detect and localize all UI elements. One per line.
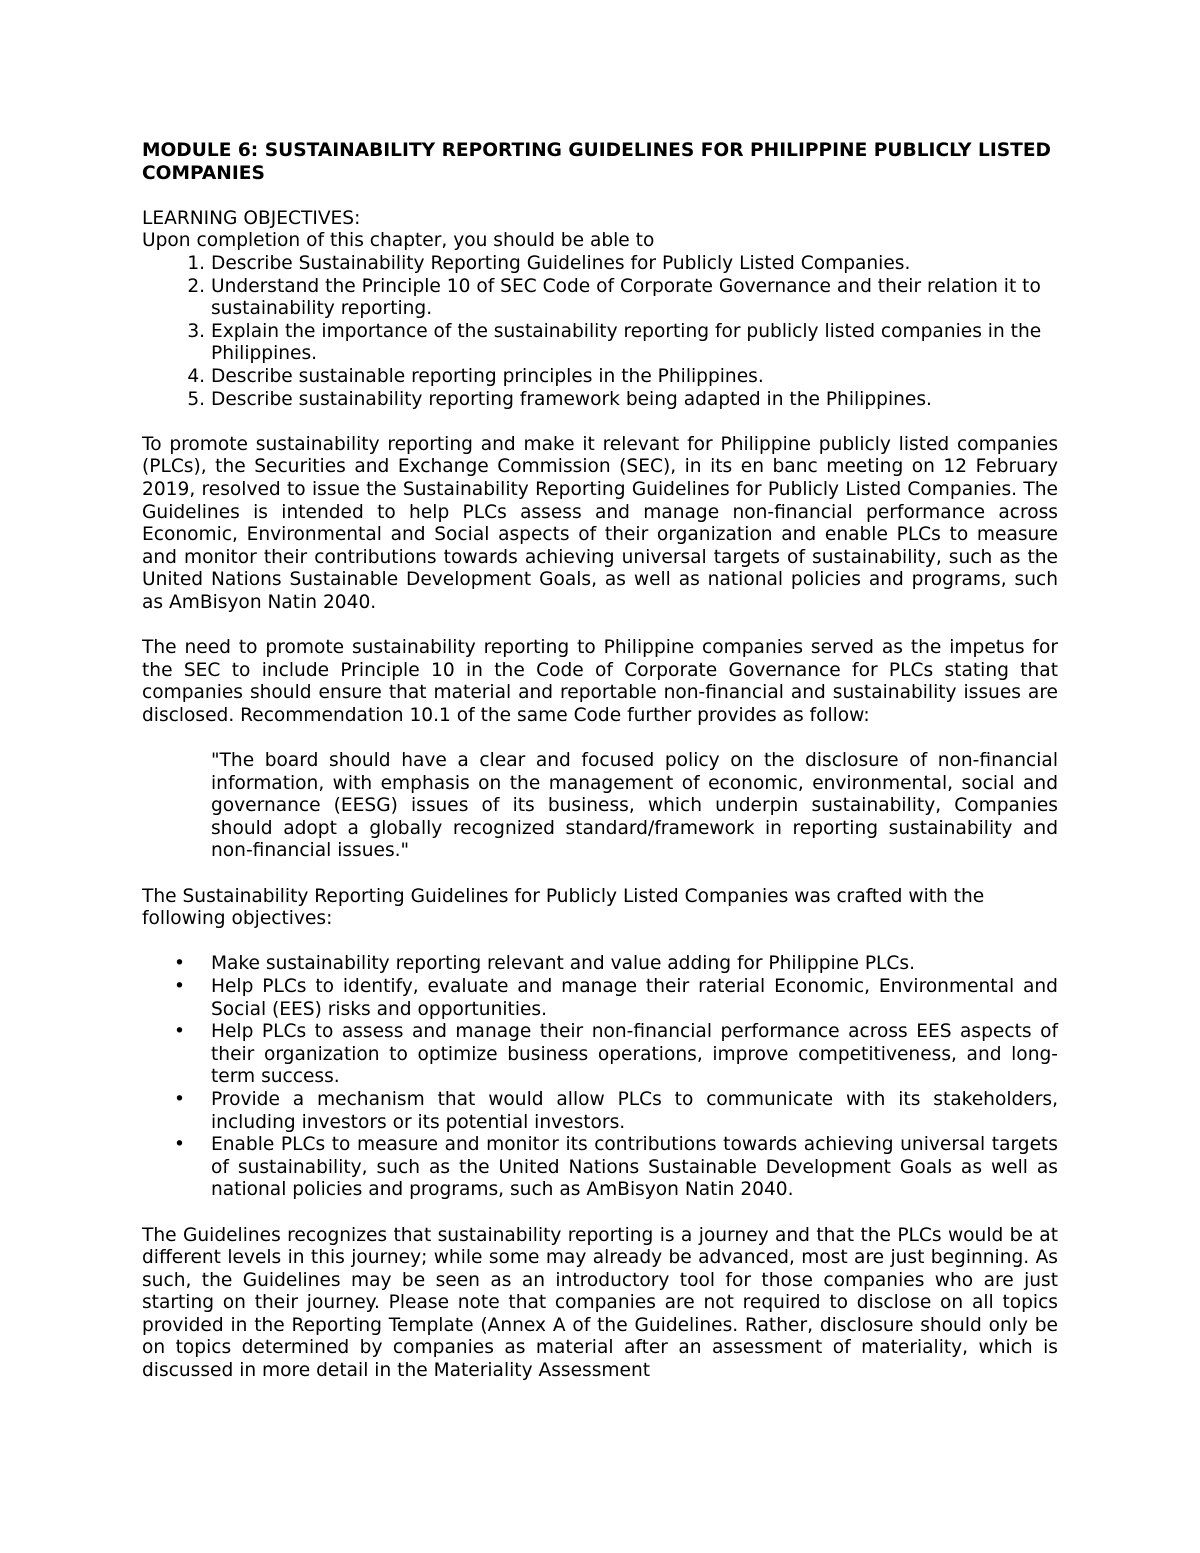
bullet-icon: • [174, 953, 185, 975]
bullet-item [174, 975, 1058, 1021]
paragraph-journey: The Guidelines recognizes that sustainability reporting is a journey and that the PLCs would be at different levels in this journey; while some may already be advanced, most are just beginning. As such, the Guidelines may be seen as an introductory tool for those companies who are just starting on their journey. Please note that companies are not required to disclose on all topics provided in the Reporting Template (Annex A of the Guidelines. Rather, disclosure should only be on topics determined by companies as material after an assessment of materiality, which is discussed in more detail in the Materiality Assessment [142, 1224, 1058, 1382]
bullet-item [174, 1021, 1058, 1089]
bullet-icon: • [174, 1088, 185, 1110]
objectives-intro: Upon completion of this chapter, you should be able to [142, 230, 655, 252]
paragraph-objectives-intro: The Sustainability Reporting Guidelines for Publicly Listed Companies was crafted with the following objectives: [142, 885, 985, 930]
bullet-text: Provide a mechanism that would allow PLCs to communicate with its stakeholders, including investors or its potential investors. [211, 1088, 1058, 1133]
document-page [142, 140, 1058, 1405]
bullet-item [174, 1088, 1058, 1134]
bullet-text: Make sustainability reporting relevant and value adding for Philippine PLCs. [211, 953, 915, 975]
objective-item: 2. Understand the Principle 10 of SEC Code of Corporate Governance and their relation it to sustainability reporting. [211, 276, 1058, 321]
paragraph-principle-10: The need to promote sustainability reporting to Philippine companies served as the impetus for the SEC to include Principle 10 in the Code of Corporate Governance for PLCs stating that companies should ensure that material and reportable non-financial and sustainability issues are disclosed. Recommendation 10.1 of the same Code further provides as follow: [142, 637, 1058, 726]
bullet-icon: • [174, 1021, 185, 1043]
bullet-icon: • [174, 1134, 185, 1156]
paragraph-intro-guidelines: To promote sustainability reporting and make it relevant for Philippine publicly listed companies (PLCs), the Securities and Exchange Commission (SEC), in its en banc meeting on 12 February 2019, resolved to issue the Sustainability Reporting Guidelines for Publicly Listed Companies. The Guidelines is intended to help PLCs assess and manage non-financial performance across Economic, Environmental and Social aspects of their organization and enable PLCs to measure and monitor their contributions towards achieving universal targets of sustainability, such as the United Nations Sustainable Development Goals, as well as national policies and programs, such as AmBisyon Natin 2040. [142, 433, 1058, 613]
objective-item: 5. Describe sustainability reporting framework being adapted in the Philippines. [211, 389, 1058, 412]
recommendation-quote: "The board should have a clear and focused policy on the disclosure of non-financial information, with emphasis on the management of economic, environmental, social and governance (EESG) issues of its business, which underpin sustainability, Companies should adopt a globally recognized standard/framework in reporting sustainability and non-financial issues." [211, 750, 1058, 862]
module-title: MODULE 6: SUSTAINABILITY REPORTING GUIDELINES FOR PHILIPPINE PUBLICLY LISTED COMPANIES [142, 140, 1051, 184]
bullet-icon: • [174, 975, 185, 997]
objectives-list [142, 253, 1058, 411]
bullet-item [174, 953, 1058, 976]
objective-item: 3. Explain the importance of the sustainability reporting for publicly listed companies in the Philippines. [211, 321, 1058, 366]
bullet-item [174, 1134, 1058, 1202]
bullet-text: Help PLCs to identify, evaluate and manage their raterial Economic, Environmental and Social (EES) risks and opportunities. [211, 975, 1058, 1020]
guideline-objectives-list [142, 953, 1058, 1202]
learning-objectives-heading: LEARNING OBJECTIVES: [142, 207, 361, 229]
objective-item: 4. Describe sustainable reporting principles in the Philippines. [211, 366, 1058, 389]
bullet-text: Enable PLCs to measure and monitor its contributions towards achieving universal targets of sustainability, such as the United Nations Sustainable Development Goals as well as national policies and programs, such as AmBisyon Natin 2040. [211, 1134, 1058, 1201]
objective-item: 1. Describe Sustainability Reporting Guidelines for Publicly Listed Companies. [211, 253, 1058, 276]
bullet-text: Help PLCs to assess and manage their non-financial performance across EES aspects of their organization to optimize business operations, improve competitiveness, and long-term success. [211, 1021, 1058, 1088]
